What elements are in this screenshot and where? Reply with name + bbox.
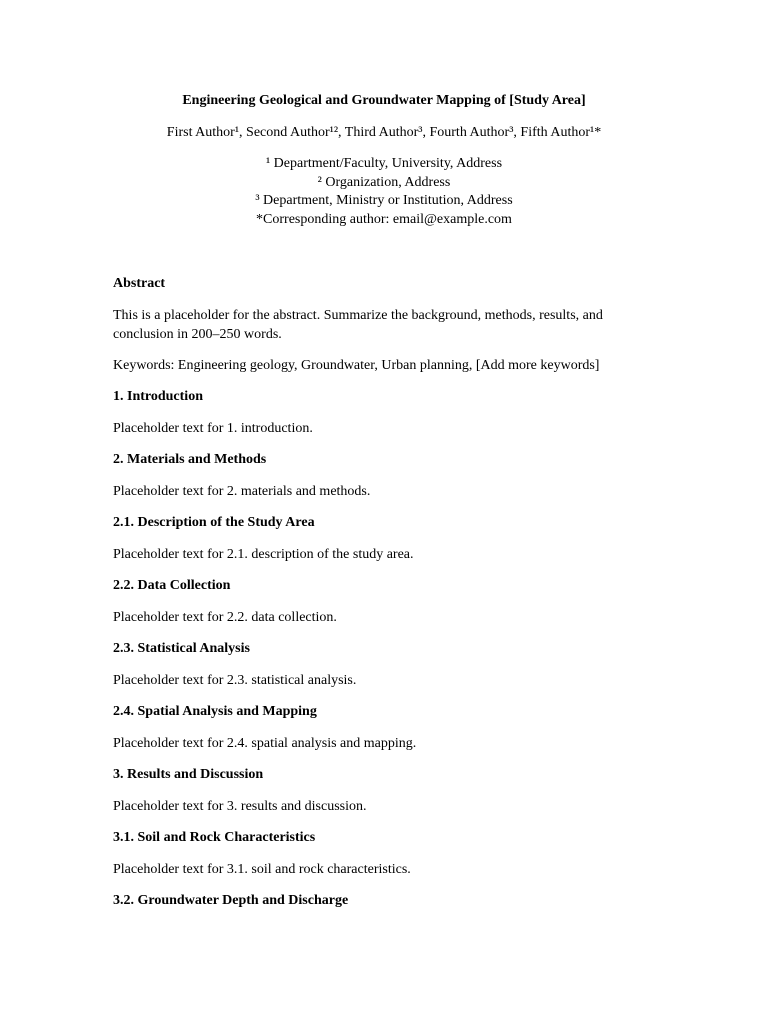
paper-body [113,274,655,911]
author-list: First Author¹, Second Author¹², Third Author³, Fourth Author³, Fifth Author¹* [166,125,602,140]
section-text: Placeholder text for 2. materials and methods. [113,484,371,499]
paper-title: Engineering Geological and Groundwater Mapping of [Study Area] [182,93,586,108]
section-text: Placeholder text for 1. introduction. [113,421,313,436]
affiliation-1: ¹ Department/Faculty, University, Address [265,156,503,171]
corresponding-author: *Corresponding author: email@example.com [256,212,512,228]
affiliation-3: ³ Department, Ministry or Institution, Address [255,193,513,209]
section-text: Placeholder text for 3.1. soil and rock characteristics. [113,862,411,877]
section-text: Placeholder text for 2.3. statistical analysis. [113,673,357,688]
affiliation-2: ² Organization, Address [317,174,451,190]
section-text: Placeholder text for 3. results and discussion. [113,799,367,814]
section-heading: 2.1. Description of the Study Area [113,515,315,530]
section-heading: 3.2. Groundwater Depth and Discharge [113,893,349,908]
section-heading: 2. Materials and Methods [113,452,267,467]
section-text: Placeholder text for 2.1. description of the study area. [113,547,414,562]
keywords: Keywords: Engineering geology, Groundwater, Urban planning, [Add more keywords] [113,358,600,373]
section-heading: 3. Results and Discussion [113,767,264,782]
section-heading: 2.3. Statistical Analysis [113,641,250,656]
affiliations [113,155,655,230]
section-heading: 1. Introduction [113,389,203,404]
section-heading: 2.4. Spatial Analysis and Mapping [113,704,317,719]
abstract-heading: Abstract [113,276,166,291]
section-text: Placeholder text for 2.2. data collection. [113,610,337,625]
section-heading: 2.2. Data Collection [113,578,231,593]
abstract-text: This is a placeholder for the abstract. Summarize the background, methods, results, and conclusion in 200–250 words. [113,308,603,342]
section-text: Placeholder text for 2.4. spatial analysis and mapping. [113,736,417,751]
section-heading: 3.1. Soil and Rock Characteristics [113,830,316,845]
document-page [113,0,655,1024]
